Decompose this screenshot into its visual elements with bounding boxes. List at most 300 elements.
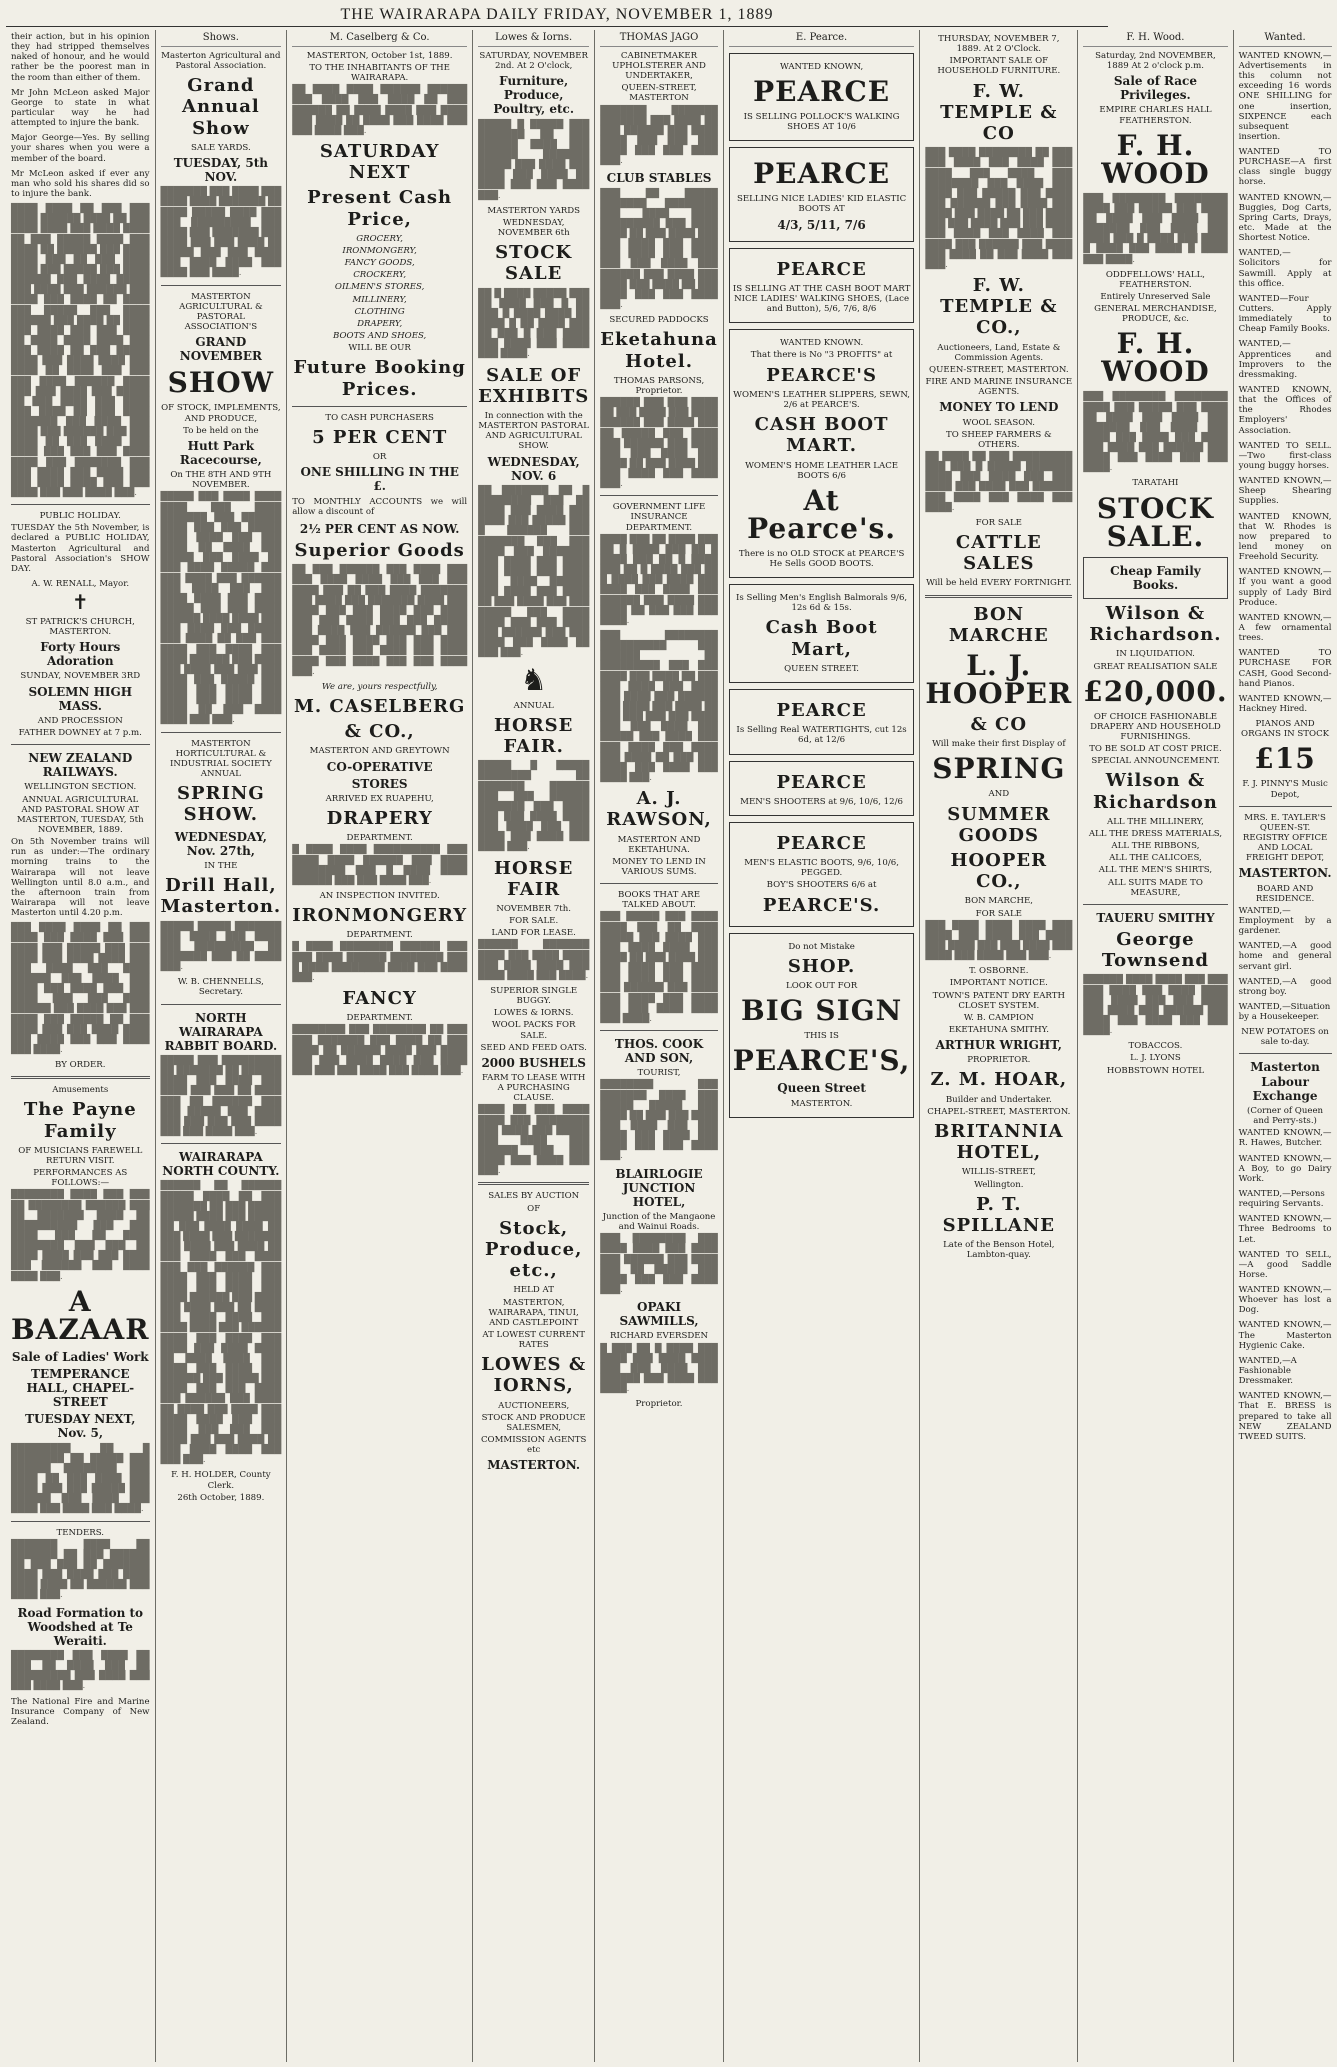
hotel-text: ██████ ███ ███ ████ ██ ███ ████ ███ ████ ██████ ███ ████ ███ ██ █████ ███ ████ ███ ██████ ███ ████ ███ ███ ████ ███ ████ ██ ███ ████ ███ ███ ████ ███ ████ ███. [600, 398, 718, 490]
wanted-ad: WANTED KNOWN,—Buggies, Dog Carts, Spring Carts, Drays, etc. Made at the Shortest Notice. [1238, 192, 1332, 244]
jago-address: QUEEN-STREET, MASTERTON [621, 83, 697, 104]
all-ribbons: ALL THE RIBBONS, [1111, 841, 1200, 852]
wanted-ad: WANTED KNOWN,—Advertisements in this column not exceeding 16 words ONE SHILLING for one insertion, SIXPENCE each subsequent insertion. [1238, 50, 1332, 142]
oddfellows: ODDFELLOWS' HALL, FEATHERSTON. [1105, 269, 1206, 290]
cattle-sales: CATTLE SALES [955, 531, 1042, 575]
masterton: MASTERTON. [1238, 866, 1332, 881]
board-residence: BOARD AND RESIDENCE. [1255, 883, 1315, 904]
caselberg-co: & CO., [344, 721, 415, 743]
lyons: L. J. LYONS [1130, 1053, 1181, 1064]
horse-icon: ♞ [520, 663, 548, 699]
sale-date: SATURDAY, NOVEMBER 2nd. At 2 O'clock, [479, 50, 588, 71]
sale-date: Saturday, 2nd NOVEMBER, 1889 At 2 o'clock p.m. [1095, 50, 1216, 71]
sale-ladies-work: Sale of Ladies' Work [11, 1349, 149, 1364]
masterton: MASTERTON. [790, 1098, 853, 1109]
hooper-name: L. J. HOOPER [925, 649, 1073, 710]
sale-of-exhibits: SALE OF EXHIBITS [478, 364, 590, 407]
five-percent: 5 PER CENT [312, 426, 448, 448]
spillane: P. T. SPILLANE [942, 1193, 1055, 1236]
big-sign: BIG SIGN [740, 994, 903, 1028]
taratahi: TARATAHI [1132, 478, 1179, 489]
article-paragraph: their action, but in his opinion they had stripped themselves naked of honour, and he would rather be the poorest man in the room than either of them. [11, 32, 150, 83]
wanted-ad: WANTED KNOWN,—R. Hawes, Butcher. [1238, 1128, 1332, 1149]
wanted-ad: WANTED,—Solicitors for Sawmill. Apply at this office. [1238, 248, 1332, 289]
life-tables: ████ ███ ██ ████ ███ ██ █ ████ ███ ██ █ ████ ███ ██ █ ████ ███ ██ █ ████ ███ ██ █ ████ ███ ████ ███ ████ ███ ████ ███ ██████ ███ ████ ███ ████ ██ ███ ███ ███ ████. [600, 534, 718, 626]
all-calicoes: ALL THE CALICOES, [1109, 853, 1202, 864]
wood-text: ███ ████████ ████████ ████ ███ █████ ███ ████ ██ ████ ███ ████ ███ ███████ ███ ████ ███ ████ ███ █ ████ ███ ████ █ ████ ███ ████ █ ████ ███ ████. [1083, 193, 1228, 265]
entry-forms: █████ █████ ███████ ███ ████ ███ ████ ███ █████████ ██ ███████ ███ ██ ████ ███. [160, 921, 282, 973]
pianos-stock: PIANOS AND ORGANS IN STOCK [1241, 719, 1330, 740]
labour-exchange: Masterton Labour Exchange [1250, 1060, 1320, 1103]
wanted-ad: WANTED,—Persons requiring Servants. [1238, 1188, 1325, 1210]
yours-respectfully: We are, yours respectfully, [321, 681, 438, 692]
investment-text: ███ ████████ ██████████ ███ ██████ ██ █████████ ███ ███ ████ ███ ████ ██ ███ ███ ████ ███ ████ ███ ████ ███ ██████ ███ ████ ███ ████ ██ ███ ███ ███ ███ ████ ███ ███ ████ ███ █████ ███ ████ ███ ███ ████ ███ ████ ███ ████ ██ ███ ███ ████ ███ ████ ███ ████ ███. [600, 631, 718, 783]
horticultural-society: MASTERTON HORTICULTURAL & INDUSTRIAL SOCIETY ANNUAL [169, 738, 272, 780]
race-privileges: Sale of Race Privileges. [1113, 74, 1197, 103]
wanted-ad: WANTED KNOWN,—The Masterton Hygienic Cake. [1238, 1320, 1332, 1351]
masterton-yards: MASTERTON YARDS [487, 205, 581, 216]
builder: Builder and Undertaker. [945, 1094, 1052, 1105]
family-books: Cheap Family Books. [1110, 563, 1201, 592]
general-merchandise: GENERAL MERCHANDISE, PRODUCE, &c. [1094, 304, 1217, 325]
hotel-proprietor: THOMAS PARSONS, Proprietor. [613, 375, 705, 396]
present-cash-price: Present Cash Price, [307, 187, 453, 230]
amusements-heading: Amusements [52, 1085, 109, 1096]
wanted-ad: WANTED TO SELL.—Two first-class young buggy horses. [1238, 440, 1332, 471]
bon-marche-2: BON MARCHE, [964, 896, 1033, 907]
and-label: AND [988, 789, 1010, 800]
wanted-ad: WANTED KNOWN,—Whoever has lost a Dog. [1238, 1285, 1332, 1316]
rabbit-text: █████ ███ █████████ ██ ███████ ██ ██████ ████ ███ ████ ███ ████ ███ ███ ██ ████ ███ ██ ██████ ███ ███ █████ ███ ████ ███ ███ ███ ███ ████ ███ ███ ████ ███. [160, 1056, 282, 1138]
will-be-our: WILL BE OUR [348, 343, 411, 354]
pearces-final: PEARCE'S, [732, 1044, 911, 1078]
labour-address: (Corner of Queen and Perry-sts.) [1247, 1105, 1324, 1127]
pinny-depot: F. J. PINNY'S Music Depot, [1242, 779, 1328, 800]
stores: STORES [351, 776, 408, 791]
furniture-text: █████ █ █████ ███ ███████ ██ ███ ██████ ████ ███ ██████ ███████ █████ ███ ████ ███ ████ ███ ████ ██ ████ ███ ███ ████ ███. [478, 119, 590, 201]
annual-label: ANNUAL [513, 700, 554, 711]
caselberg-intro: ██ ████ ████ ██████ ██████ ███ ████ ███ ████ ██ ███ ██████ ██ ████ ████ ███ ████ ███ ████ ██ ████ ███ ████ ███ ███ ████ ███. [292, 85, 468, 136]
show-contents: OF STOCK, IMPLEMENTS, AND PRODUCE, [161, 403, 281, 424]
date-line: MASTERTON, October 1st, 1889. [306, 50, 453, 61]
church-name: ST PATRICK'S CHURCH, MASTERTON. [25, 616, 135, 637]
wanted-ad: WANTED KNOWN,—Three Bedrooms to Let. [1238, 1214, 1332, 1245]
superior-buggy: SUPERIOR SINGLE BUGGY. [490, 986, 578, 1007]
cooperative: CO-OPERATIVE [326, 759, 433, 774]
commission-agents: COMMISSION AGENTS etc [480, 1435, 587, 1456]
columns [6, 30, 1332, 2062]
money-to-lend: MONEY TO LEND [939, 400, 1059, 415]
campion: W. B. CAMPION [963, 1012, 1034, 1023]
goods-ironmongery: IRONMONGERY, [342, 246, 417, 256]
road-formation: Road Formation to Woodshed at Te Weraiti. [17, 1605, 144, 1648]
eketahuna-hotel: Eketahuna Hotel. [600, 329, 718, 372]
this-is: THIS IS [804, 1031, 839, 1042]
county-clerk: F. H. HOLDER, County Clerk. [171, 1470, 271, 1491]
stock-list: ██ █ ████ █████ ███ ██ ████ ███ █ ██ ███ █ ████ ████ ██ ████ █ ██ ████ ███ ██ ███ █ ███ ████ ███ ████ ███ ████ ███ ████. [478, 288, 590, 360]
pearce-ad-7 [729, 761, 915, 816]
tobaccos: TOBACCOS. [1128, 1041, 1183, 1052]
pearce-ad-8 [729, 822, 915, 927]
cost-price: TO BE SOLD AT COST PRICE. [1089, 744, 1222, 755]
article-paragraph: Mr John McLeon asked Major George to state in what particular way he had attempted to injure the bank. [11, 87, 150, 129]
ironmongery-list: █ ████ ████████ ██████ ███ ███ ████ ██████ ████████ ███ █ ████ ████████ ████ ███ ████ ███. [292, 942, 468, 983]
tourist: TOURIST, [637, 1068, 681, 1079]
pearce-name: PEARCE [776, 832, 867, 854]
pearce-ad-4 [729, 329, 915, 578]
spring-date: WEDNESDAY, Nov. 27th, [174, 829, 267, 858]
stock-sale-date: WEDNESDAY, NOVEMBER 6th [497, 217, 570, 238]
hutt-details: █████ ███ ████ ████ ████ ███ ████ ███████ ███ ██████ ████ ███ ███ █████ ████ ████ ███ ███ ████ ██ ████ ███ █████ ███ ████ ██ ███ ████ █████ ███ ███ ████ ███ ██████ ███ ████ ███ ███ ████ ████ ███ ████ █████ ███ ███ ████ ██████ ████ ████ ███ ███ ████ ███ █████ ███ ████ ██ ███ ███ ████ ███ ████ ███ ████ ██████ ███ ████ ███ ████ ███ ███ ███ ████ ███ █████ ███ ████ ███ ████ ███ ████ ███ ████ ███ ████ ██ ███ ████ ████ ███ ███. [160, 492, 282, 726]
pearce-name: PEARCE [753, 157, 891, 191]
pearce-offer: MEN'S ELASTIC BOOTS, 9/6, 10/6, PEGGED. [744, 858, 899, 879]
club-text: ███ ██ █████ ███████ ████████ ███ ████ ████ █████████ ███ ████ ████ ██ ███ ████ ███ ███ ████ ███ ████ ███ ████ ███ ████ ███ ███ ████ ███ ██████ ███ ████ ███ ████ ███ ████ ██ ███ ████ ███ ███ ████ ███. [600, 188, 718, 311]
railways-section: WELLINGTON SECTION. [24, 782, 137, 793]
queen-street: QUEEN-STREET, MASTERTON. [929, 364, 1069, 375]
pearce-ad-2 [729, 147, 915, 241]
or-label: OR [372, 452, 387, 463]
wanted-known: WANTED KNOWN, [779, 61, 864, 72]
pearce-offer: WOMEN'S HOME LEATHER LACE BOOTS 6/6 [745, 460, 899, 481]
rabbit-board: NORTH WAIRARAPA RABBIT BOARD. [164, 1010, 278, 1053]
county-heading: WAIRARAPA NORTH COUNTY. [162, 1150, 280, 1179]
books-text: ███ █████ ███ ████ ████ ███ ██ ████ █████ ███ ████ ███ ███ ████ ████ ███ ████ ██ ███ ████ ███ ███ ████ ███ ████ ███ ████ ███ ████ ███ ██████ ███ ████ ███ ████ ███ ████ ███ ███ ████ ████ ███ ████. [600, 912, 718, 1024]
for-sale: FOR SALE [975, 517, 1022, 528]
pearce-offer: IS SELLING AT THE CASH BOOT MART NICE LADIES' WALKING SHOES, (Lace and Button), 5/6, 7/6, 8/6 [732, 283, 911, 315]
column-heading: E. Pearce. [729, 32, 915, 47]
temple-co-2: F. W. TEMPLE & CO., [940, 274, 1058, 339]
wool-season: WOOL SEASON. [962, 417, 1035, 428]
column-7 [920, 30, 1078, 2062]
hobbstown-hotel: HOBBSTOWN HOTEL [1106, 1065, 1205, 1076]
show-date: TUESDAY, 5th NOV. [173, 155, 269, 185]
taueru-smithy: TAUERU SMITHY [1096, 910, 1215, 925]
cash-boot-mart-2: Cash Boot Mart, [765, 617, 878, 660]
payne-family-heading: The Payne Family [23, 1099, 137, 1142]
choice-drapery: OF CHOICE FASHIONABLE DRAPERY AND HOUSEHOLD FURNISHINGS. [1090, 711, 1221, 742]
fire-marine: FIRE AND MARINE INSURANCE AGENTS. [925, 377, 1073, 398]
horse-fair-2: HORSE FAIR [493, 857, 574, 900]
column-heading: Wanted. [1239, 32, 1332, 47]
horse-fair-date: NOVEMBER 7th. [496, 904, 572, 915]
annual-show-notice: ANNUAL AGRICULTURAL AND PASTORAL SHOW AT MASTERTON, TUESDAY, 5th NOVEMBER, 1889. [16, 794, 144, 835]
road-text: ████████ ███ ████ ██ ███ ██ ████ ███ ██ █████████ ███ ████ ███ ███ ████ ███. [11, 1651, 150, 1692]
shop-label: SHOP. [787, 955, 856, 977]
seed-oats: SEED AND FEED OATS. [480, 1042, 587, 1053]
exhibits-date: WEDNESDAY, NOV. 6 [487, 454, 580, 483]
towns-patent: TOWN'S PATENT DRY EARTH CLOSET SYSTEM. [932, 990, 1065, 1011]
pearce-offer: Is Selling Men's English Balmorals 9/6, 12s 6d & 15s. [736, 593, 908, 614]
national-insurance: The National Fire and Marine Insurance Company of New Zealand. [11, 1696, 150, 1727]
tayler-registry: MRS. E. TAYLER'S QUEEN-ST. REGISTRY OFFICE AND LOCAL FREIGHT DEPOT, [1242, 812, 1328, 864]
column-2 [156, 30, 288, 2062]
show-details: ███████ ███ ████ ███ ████ ████ ███████ ██ ████ █████ ████ ███ ███ █████████ ███ ████ ███ ███████ ███ ████ ███ ███ ████ ██ █████ ███ ███ ████ ███ ████ ████ ███ ████ ███ ████. [160, 187, 282, 279]
show-dates: On THE 8TH AND 9TH NOVEMBER. [170, 470, 272, 491]
pearce-offer: MEN'S SHOOTERS at 9/6, 10/6, 12/6 [740, 796, 903, 807]
stock-salesmen: STOCK AND PRODUCE SALESMEN, [481, 1412, 586, 1433]
wool-text: ██ ████ ██ ███ █████████ ███ ███ █ █████ ███████ ████ ███ ████ ███ ███ ████ ███ ████ ███ ██████ ███ ████ ███ ████ ███ ████. [925, 451, 1073, 513]
sale-date: THURSDAY, NOVEMBER 7, 1889. At 2 O'Clock. [938, 34, 1060, 55]
stock-sale: STOCK SALE. [1096, 491, 1214, 553]
special-announcement: SPECIAL ANNOUNCEMENT. [1091, 756, 1220, 767]
column-heading: M. Caselberg & Co. [292, 32, 467, 47]
railways-continuation: ███ ████ ████ ██ ███ ████ ███ ████ ███ ███ ████ ███ █████ ███ ███ ████ ███ ████ ████ ███ ███ ████ ███ ████ ██████ ███ ████ ███ ████ ███ ████ ███ ███ ████ ███ ███ ████ ██████ ███ ████ ███ ███ ████ ███ █████ ██ ███ ████ ███ ███ ████ ████ ███ ████ ███ ███ ████ ███ ████. [11, 923, 150, 1055]
cash-boot-mart: CASH BOOT MART. [754, 414, 889, 457]
willis-street: WILLIS-STREET, [961, 1167, 1036, 1178]
wanted-ad: WANTED,—Situation by a Housekeeper. [1238, 1001, 1331, 1023]
lowes-iorns-big: LOWES & IORNS, [481, 1354, 587, 1397]
land-text: ██████ ███████ ████ ███ ████ ████ ███ ████ ████ ███ ████ ████ ███ ████. [478, 940, 590, 981]
wanted-ad: WANTED KNOWN,—Sheep Shearing Supplies. [1238, 476, 1332, 507]
fancy-text: ████████ ███ ████████ ██ ███ ███ ███████ ███ ████ ██ ███ ████ ██ ██████ ████ ███ ████ ███ ███ ████ ████ ███ ████ ███ ███ ███ ████ ███ ████ ███. [292, 1025, 468, 1076]
eketahuna-smithy: EKETAHUNA SMITHY. [948, 1025, 1049, 1035]
for-sale: FOR SALE. [509, 916, 559, 927]
chapel-street: CHAPEL-STREET, MASTERTON. [927, 1106, 1071, 1117]
column-1 [6, 30, 156, 2062]
arrived-ruapehu: ARRIVED EX RUAPEHU, [325, 793, 434, 804]
column-heading: THOMAS JAGO [600, 32, 718, 47]
jago-trade: CABINETMAKER UPHOLSTERER AND UNDERTAKER, [612, 50, 706, 82]
public-holiday-text: TUESDAY the 5th November, is declared a PUBLIC HOLIDAY, Masterton Agricultural and Pastoral Association's SHOW DAY. [11, 523, 150, 574]
county-date: 26th October, 1889. [177, 1492, 265, 1503]
inspection-invited: AN INSPECTION INVITED. [319, 890, 440, 901]
department-label-3: DEPARTMENT. [346, 1013, 413, 1024]
wanted-ad: WANTED,—Apprentices and Improvers to the dressmaking. [1238, 339, 1332, 380]
department-label: DEPARTMENT. [346, 833, 413, 844]
lowes-iorns: LOWES & IORNS. [493, 1008, 574, 1019]
horse-fair: HORSE FAIR. [493, 714, 574, 758]
sunday-date: SUNDAY, NOVEMBER 3RD [20, 671, 141, 682]
all-millinery: ALL THE MILLINERY, [1107, 816, 1204, 827]
to-inhabitants: TO THE INHABITANTS OF THE WAIRARAPA. [309, 62, 450, 84]
auctioneers: AUCTIONEERS, [498, 1400, 570, 1411]
show-heading: SHOW [167, 366, 275, 400]
drapery-list: █ ████ ████ ██████████ ███ ████ ████ ██████ ███ ████ ████████ ███ █ ████ ████ ██████ ███ ███ ████ ███. [292, 845, 468, 886]
summer-goods: SUMMER GOODS [947, 803, 1051, 846]
society-name: Masterton Agricultural and Pastoral Association. [161, 50, 281, 71]
goods-fancy: FANCY GOODS, [344, 258, 415, 269]
wanted-ad: WANTED TO PURCHASE FOR CASH, Good Second-hand Pianos. [1238, 648, 1332, 689]
opaki-text: █ ███ ██ █ ████ ███ ████ ███ ████ ████ ███ ███ ████ ███ ██████ ███ ████ ███ ████. [600, 1343, 718, 1395]
family-books-box [1083, 557, 1227, 599]
county-text: ██████ ██ ██████ █████ ████ ██ ███ ███████ ██ ███ █████ █████ ████ ███ █████ ██ ███ ████ ████ ██ ███ ████ ███ ███████ ███ ████ ███ ████ ██ ███ ████ ███ ████ ███ ███ ██████ ███ ████ ███ ████ ███ ████ ███ ████ ███ ████ ██████ ███ ████ ███ ████ ███ ██ ████ ███ ████ ████ ███ ████ ████ ███ ██████ ████ ███ ████ ███ ████ ███ ████ ████ ██ ████ ████ ███ ████ ███ ████ ███ ██████ ███ █████ ███ ████ ███ ███ ████ ███ ██████ ███ ████ ██ ████ ███ ████ ███ ████ ████ ███ ███ ████ ███ ███ ███ ████ ███ ███ ████ ██ ███ ████ ████ ███ ███ ███. [160, 1181, 282, 1466]
all-suits: ALL SUITS MADE TO MEASURE, [1107, 877, 1203, 898]
column-6 [724, 30, 921, 2062]
column-heading: Shows. [161, 32, 282, 47]
pearce-ad-5 [729, 584, 915, 683]
goods-crockery: CROCKERY, [353, 270, 407, 281]
fh-wood: F. H. WOOD [1101, 128, 1210, 190]
pearce-offer: There is no OLD STOCK at PEARCE'S He Sells GOOD BOOTS. [738, 548, 905, 569]
spring-label: SPRING [932, 752, 1066, 786]
all-dress: ALL THE DRESS MATERIALS, [1088, 829, 1223, 839]
wanted-ad: WANTED KNOWN,—A few ornamental trees. [1238, 612, 1332, 644]
wood-text-2: ███ ████████ ████████ ████ ███ █████ ███ ████ ██ ████ ███ ████ ███ ███████ ███ ████ ███ ████ ███ ████ ███ ████ ███ ████ ███ ██████ ███ ████ ███ ████ ███ ███ ████. [1083, 392, 1228, 474]
vespers: AND PROCESSION [37, 715, 123, 726]
column-8 [1078, 30, 1233, 2062]
article-continuation: ████ ████ ██ ███ ███ ████ ██████ ████ ██ ███ ████ ████ ███ ████ ████ ██ ███ █████ ████ ███ ████ ██ ██████ ███ ████ ████ ███ ██ ███ ████ ████ ███ █████ ███ ████ ██████ ███ ████ █████ ███ ████ ███ ██████ ███ ████ ███ ████ ██ ████ ███ █████ ███ ████ ██████ ███ ████ ██ ████ ███ ████ ███ ███ ████ ██ ████ ████ ████ ███ ███ ████ ██ ███ █████ ████ ███ ████ ████ ███ ████ ██ ████ ███ ███ ███ ████ ██████ ████ ███ ███ ████ ███ █████ ██ ███ ████ ███ ████ ███ ████ ██ ███ ████ ███████ ███ ████ ███ ████ ███ ██████ ███ ███ ████ ██ ███ ████ ███ ████ ███ ███ ███ ████ ████ ███ ███████ ███ ███ ████ ███ ████ ███ ███ ████ ████ ███ ███ ████ ███ ███ ████ ███. [11, 204, 150, 499]
department-label-2: DEPARTMENT. [346, 930, 413, 941]
article-paragraph: Mr McLeon asked if ever any man who sold his shares did so to injure the bank. [11, 168, 150, 199]
important-sale: IMPORTANT SALE OF HOUSEHOLD FURNITURE. [937, 56, 1061, 77]
bazaar-date: TUESDAY NEXT, Nov. 5, [25, 1412, 136, 1441]
public-holiday-heading: PUBLIC HOLIDAY. [39, 511, 121, 522]
by-order: BY ORDER. [55, 1060, 106, 1071]
wilson-richardson-2: Wilson & Richardson [1093, 770, 1218, 813]
drapery-dept: DRAPERY [326, 807, 433, 829]
association-name: MASTERTON AGRICULTURAL & PASTORAL ASSOCIATION'S [179, 291, 263, 332]
pearce-name: PEARCE [776, 258, 867, 280]
temperance-hall: TEMPERANCE HALL, CHAPEL-STREET [26, 1366, 135, 1410]
fh-wood-2: F. H. WOOD [1101, 327, 1210, 389]
column-3 [287, 30, 473, 2062]
goods-groceries: GROCERY, [356, 233, 404, 244]
secured-paddocks: SECURED PADDOCKS [609, 315, 709, 326]
pearce-offer: SELLING NICE LADIES' KID ELASTIC BOOTS AT [736, 194, 907, 215]
wanted-ad: WANTED,—Employment by a gardener. [1238, 905, 1332, 937]
queen-street-2: Queen Street [777, 1081, 866, 1096]
fortnight: Will be held EVERY FORTNIGHT. [926, 578, 1072, 589]
stock-sale: STOCK SALE [495, 242, 573, 285]
osborne-text: ███ ████ ████ ████ ███ ████ ███ ████ ███ ████ ███ ████ ███ ███ ████ ███ ████ ███ ████ ███ ███. [925, 920, 1073, 962]
pastoral-show: In connection with the MASTERTON PASTORAL AND AGRICULTURAL SHOW. [478, 411, 589, 452]
wanted-ad: WANTED TO PURCHASE—A first class single buggy horse. [1238, 147, 1332, 188]
hooper-co: & CO [970, 714, 1028, 735]
stock-produce: Stock, Produce, etc., [484, 1217, 583, 1282]
goods-clothing: CLOTHING [354, 306, 405, 317]
goods-millinery: MILLINERY, [352, 294, 407, 305]
all-mens-shirts: ALL THE MEN'S SHIRTS, [1098, 865, 1213, 876]
pearce-prices: 4/3, 5/11, 7/6 [777, 217, 866, 232]
column-5 [595, 30, 724, 2062]
farm-text: ████ ██ ███ ████ ████ ███ ████████ ███ ████ ███ █████ ███ ████ ███ ██████ ███ ███ ████ ███ ████ ███ ███. [478, 1105, 590, 1177]
opaki-proprietor: Proprietor. [635, 1399, 683, 1410]
govt-life: GOVERNMENT LIFE INSURANCE DEPARTMENT. [612, 502, 706, 533]
hutt-park: Hutt Park Racecourse, [179, 438, 262, 467]
featherston: EMPIRE CHARLES HALL FEATHERSTON. [1099, 105, 1212, 126]
superior-text: ██ ███ ██████ ███ ████ ███ ███ ████ ████ ███ ███ ███ ████ ███ ██ ███ ████ ███████ ███ ████ ███ ███████ ████ ███ ████ ███ ███ ████ ███ ████ ███ ███ ████ ███ ███ █████ ███ ████ ███ ██████ ███ ███ ████ ███ ████ ███ ███ ████ ███ ████ ███ ████ ███ ████ ████ ███ ████ ███ ███ ████ ███. [292, 565, 468, 677]
masthead [6, 4, 1108, 27]
goods-boots: BOOTS AND SHOES, [333, 330, 427, 341]
george-townsend: George Townsend [1101, 929, 1210, 972]
wanted-ad: WANTED KNOWN,—Hackney Hired. [1238, 693, 1332, 714]
spring-show: SPRING SHOW. [176, 783, 265, 826]
drill-hall: Drill Hall, Masterton. [160, 875, 282, 918]
display-label: Will make their first Display of [932, 739, 1066, 750]
in-liquidation: IN LIQUIDATION. [1115, 649, 1195, 660]
pearce-ad-6 [729, 689, 915, 755]
column-heading: Lowes & Iorns. [478, 32, 589, 47]
new-potatoes: NEW POTATOES on sale to-day. [1241, 1027, 1329, 1048]
wanted-ad: WANTED—Four Cutters. Apply immediately to Cheap Family Books. [1238, 293, 1332, 335]
wanted-ad: WANTED KNOWN, that W. Rhodes is now prepared to lend money on Freehold Security. [1238, 511, 1332, 563]
railways-text: On 5th November trains will run as under:—The ordinary morning trains to the Wairarapa will not leave Wellington until 8.0 a.m., and the afternoon train from Wairarapa will not leave Masterton until 4.20 p.m. [11, 837, 150, 919]
furniture-list: ███ ████ ████████ ██ ███ ███ ████ ███ ████ ███ ████ ███ ████ ███ ████████ ███ ████ ███ ████ ███ █████ ███ ████ ███ ██████ ███ ████ ███ ████ ███ ████ ██ ███ ████ ███ ███ ████ ███ ███ ████ ███ ████ ███ ████ ███ ████ ███ ██████ ███ ████ ███ ████ ██ ███ ████ ███ ███. [925, 148, 1073, 270]
pearce-ad-3 [729, 248, 915, 324]
arthur-wright: ARTHUR WRIGHT, [935, 1038, 1062, 1053]
hooper-co-2: HOOPER CO., [950, 849, 1048, 893]
high-mass: SOLEMN HIGH MASS. [28, 684, 133, 713]
cross-icon: ✝ [71, 590, 89, 615]
cook-text: ████████ ███ ███████ ████ ███ █████ █████ ███ ████ ██ ███ ███ ████ ███ ████ ███ ███ ████ ███ ████ ███ ████ ███ ███ ████ ███. [600, 1080, 718, 1162]
bushels: 2000 BUSHELS [481, 1055, 586, 1070]
osborne: T. OSBORNE. [969, 966, 1029, 977]
caselberg-towns: MASTERTON AND GREYTOWN [309, 746, 450, 757]
current-rates: AT LOWEST CURRENT RATES [482, 1329, 586, 1351]
grand-november: GRAND NOVEMBER [179, 335, 262, 364]
pearce-offer: Is Selling Real WATERTIGHTS, cut 12s 6d, at 12/6 [736, 725, 907, 746]
tenders-text: ███████ ████ ██ ███████ ██ ███ ██████ ██ ███ ███ ██ ███████ ████ ███ ████ ███ ████ ████ ████ ██ ██████ ███ ████ ███. [11, 1539, 150, 1601]
for-sale-2: FOR SALE [975, 908, 1022, 919]
future-booking: Future Booking Prices. [293, 357, 466, 400]
at-pearces: At Pearce's. [747, 483, 897, 545]
grand-show-heading: Grand Annual Show [182, 75, 260, 139]
saturday-next: SATURDAY NEXT [319, 140, 440, 184]
sales-by-auction: SALES BY AUCTION [488, 1191, 580, 1202]
masthead-title: THE WAIRARAPA DAILY FRIDAY, NOVEMBER 1, 1889 [340, 6, 774, 23]
goods-oilmens: OILMEN'S STORES, [334, 282, 425, 293]
evenden: RICHARD EVERSDEN [610, 1331, 709, 1342]
of-label: OF [527, 1203, 541, 1214]
wanted-known: WANTED KNOWN. [779, 338, 864, 349]
pearce-ad-9 [729, 933, 915, 1118]
blairlogie-sub: Junction of the Mangaone and Wainui Roads. [602, 1212, 716, 1233]
pearce-offer: BOY'S SHOOTERS 6/6 at [766, 880, 877, 891]
horse-fair-text: █████ █ █████ ████████ ██ ███████ ██████ ███ ███ ██████ ███████ ███ ████ ███ ███ ████ ████ ███ ████ ███ ███ ████ ███ ████ ███ ████ ███. [478, 761, 590, 853]
payne-subheading: OF MUSICIANS FAREWELL RETURN VISIT. [18, 1145, 143, 1166]
jago-text: ███████ ███████ ███████ ███ ████ ██ ███ ██████ ███ ████ ████ ███ ███ ███ ████ ███ ███ ████ ███. [600, 105, 718, 167]
britannia-hotel: BRITANNIA HOTEL, [934, 1120, 1064, 1164]
auction-towns: MASTERTON, WAIRARAPA, TINUI, AND CASTLEPOINT [488, 1297, 579, 1328]
do-not-mistake: Do not Mistake [788, 941, 855, 952]
spring-in: IN THE [204, 860, 238, 871]
wanted-ad: WANTED KNOWN,—That E. BRESS is prepared to take all NEW ZEALAND TWEED SUITS. [1238, 1391, 1332, 1442]
show-held: To be held on the [183, 425, 259, 436]
wanted-ad: WANTED,—A good home and general servant girl. [1238, 941, 1332, 972]
fancy-dept: FANCY [342, 988, 417, 1009]
pearce-name: PEARCE [776, 700, 867, 722]
masterton-label: MASTERTON. [487, 1458, 581, 1473]
wanted-ad: WANTED TO SELL,—A good Saddle Horse. [1238, 1249, 1332, 1280]
wanted-ad: WANTED,—A Fashionable Dressmaker. [1238, 1355, 1297, 1387]
secretary: W. B. CHENNELLS, Secretary. [177, 977, 264, 998]
tenders-heading: TENDERS. [56, 1527, 105, 1538]
wanted-ad: WANTED,—A good strong boy. [1238, 976, 1332, 997]
unreserved-sale: Entirely Unreserved Sale [1100, 291, 1211, 302]
wellington: Wellington. [974, 1179, 1024, 1190]
wool-packs: WOOL PACKS FOR SALE. [491, 1020, 576, 1041]
pearce-offer: IS SELLING POLLOCK'S WALKING SHOES AT 10/6 [743, 111, 900, 133]
important-notice: IMPORTANT NOTICE. [949, 978, 1048, 989]
pearce-offer: WOMEN'S LEATHER SLIPPERS, SEWN, 2/6 at PEARCE'S. [733, 389, 911, 410]
pianos-price: £15 [1254, 742, 1316, 776]
townsend-text: ██████ ████ ████ ███ ███ ███ ████ ███ ████ ████ ███ ████ ███ ███ ████ ███ ████ ███ ██████ ███ ████ ███ ████ ███ ███ ████. [1083, 975, 1228, 1037]
forty-hours-heading: Forty Hours Adoration [40, 640, 121, 669]
column-9 [1234, 30, 1337, 2062]
two-half-percent: 2½ PER CENT AS NOW. [299, 521, 460, 536]
wanted-ad: WANTED KNOWN,—A Boy, to go Dairy Work. [1238, 1153, 1332, 1184]
held-at: HELD AT [513, 1285, 554, 1296]
queen-street: QUEEN STREET. [784, 663, 860, 674]
article-paragraph: Major George—Yes. By selling your shares when you were a member of the board. [11, 133, 150, 164]
rawson-name: A. J. RAWSON, [606, 788, 712, 831]
opaki-sawmills: OPAKI SAWMILLS, [619, 1300, 699, 1329]
caselberg-name: M. CASELBERG [293, 695, 466, 717]
column-4 [473, 30, 595, 2062]
one-shilling: ONE SHILLING IN THE £. [300, 465, 459, 494]
bazaar-details: █████████ ██ █ ████████ ██ █████ ███ ██████ ████████ ███ ████ ██ ███ ████ ███ ████ ███ ███ █████ ███ ██████ ███ ████ ███ ████ ███ ████ ███ ████. [11, 1443, 150, 1515]
to-sheep-farmers: TO SHEEP FARMERS & OTHERS. [945, 429, 1052, 450]
